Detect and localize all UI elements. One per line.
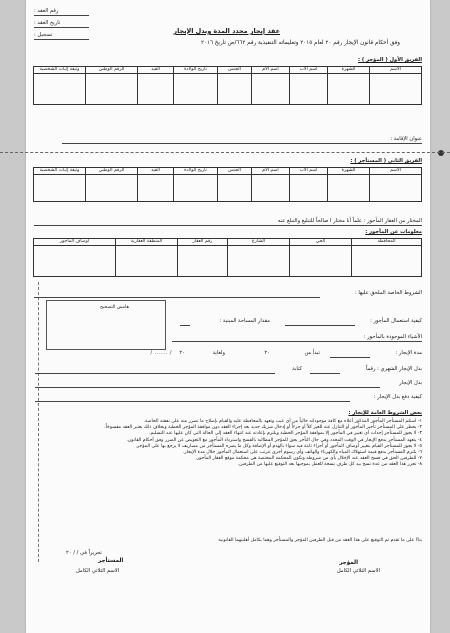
party2-col-registry: القيد	[138, 168, 174, 175]
general-terms-title: بعض الشروط العامة للإيجار :	[348, 410, 422, 416]
party2-cell[interactable]	[138, 175, 174, 202]
correction-margin-label: هامش التصحيح	[100, 305, 129, 310]
property-info-title: معلومات عن المأجور :	[365, 229, 422, 235]
party1-col-gender: الجنس	[218, 67, 252, 74]
usage-line	[285, 325, 355, 326]
party2-col-national-id: الرقم الوطني	[86, 168, 138, 175]
property-col-governorate: المحافظة	[352, 239, 422, 246]
page-title: عقد إيجار محدد المدة وبدل الإيجار	[173, 27, 280, 35]
general-terms-list	[34, 419, 422, 469]
party2-cell[interactable]	[86, 175, 138, 202]
party1-col-registry: القيد	[138, 67, 174, 74]
lessee-signature-label: المستأجر	[98, 558, 124, 564]
general-term-item: ٥- لا يجوز للمستأجر القيام بتغيير أوصاف المأجور أو أجزاء ثابتة فيه سواء بالهدم أو الإضافة وكل ما يضره المستأجر من مصاريف لا يرجع بها على المؤجر.	[135, 443, 422, 449]
party2-col-mother: اسم الأم	[252, 168, 290, 175]
attached-terms-label: الشروط الخاصة الملحق عليها :	[354, 290, 422, 296]
general-term-item: ٤- يتعهد المستأجر بدفع الإيجار في الوقت المحدد وفي حال التأخر يحق للمؤجر المطالبة بالفسخ واسترداد المأجور مع التعويض عن الضرر وفق أحكام القانون.	[126, 437, 422, 443]
party1-col-name: الاسم	[370, 67, 422, 74]
party1-address-label: عنوان الإقامة :	[390, 136, 422, 142]
party2-col-gender: الجنس	[218, 168, 252, 175]
correction-margin-box	[46, 300, 166, 350]
closing-statement: بناءً على ما تقدم تم التوقيع على هذا العقد من قبل الطرفين المؤجر والمستأجر وهما بكامل أهليتهما القانونية	[218, 538, 422, 543]
property-cell[interactable]	[352, 246, 422, 277]
total-rent-label: بدل الإيجار	[399, 380, 422, 386]
general-term-item: ٦- يلتزم المستأجر بدفع قيمة استهلاك المياه والكهرباء والهاتف وأي رسوم أخرى تترتب على استعمال المأجور خلال مدة الإيجار.	[182, 450, 422, 456]
general-term-item: ٧- للطرفين الحق في فسخ العقد عند الإخلال بأي من شروطه وتكون المحكمة المختصة هي محكمة موقع العقار المأجور.	[195, 456, 422, 462]
property-col-property-number: رقم العقار	[178, 239, 228, 246]
party2-col-name: الاسم	[370, 168, 422, 175]
duration-year-from: ٢٠	[264, 350, 270, 356]
party2-title: الفريق الثاني ( المستأجر ) :	[350, 158, 422, 164]
party1-cell[interactable]	[86, 74, 138, 105]
party2-col-birthdate: تاريخ الولادة	[174, 168, 218, 175]
duration-line	[330, 357, 370, 358]
payment-method-label: كيفية دفع بدل الإيجار :	[373, 394, 422, 400]
party1-col-birthdate: تاريخ الولادة	[174, 67, 218, 74]
contract-date-label: تاريخ العقد :	[34, 20, 61, 26]
duration-to-dots: / ...... /	[150, 350, 172, 356]
party2-col-surname: الشهرة	[328, 168, 370, 175]
party1-col-father: اسم الأب	[290, 67, 328, 74]
property-table	[33, 238, 422, 277]
page-subtitle: وفق أحكام قانون الإيجار رقم ٢٠ لعام ٢٠١٥ وتعليماته التنفيذية رقم ٦٦٢/ص تاريخ ٢٠١٦	[201, 40, 400, 46]
punch-hole-top	[438, 150, 444, 156]
party2-cell[interactable]	[34, 175, 86, 202]
attached-terms-line	[34, 297, 320, 298]
party2-domicile-label: المختار من العقار المأجور : علماً أنا مختار ا صالحاً للتبليغ والتبلغ عنه	[277, 218, 422, 224]
party1-col-id-document: وثيقة إثبات الشخصية	[34, 67, 86, 74]
rent-in-words-line	[35, 373, 275, 374]
party2-cell[interactable]	[290, 175, 328, 202]
monthly-rent-line	[310, 373, 340, 374]
duration-to-label: ولغاية	[212, 350, 225, 356]
area-line	[180, 325, 190, 326]
property-col-description: أوصاف المأجور	[34, 239, 116, 246]
party1-cell[interactable]	[138, 74, 174, 105]
contract-registration-line	[34, 39, 89, 40]
party1-col-national-id: الرقم الوطني	[86, 67, 138, 74]
usage-label: كيفية استعمال المأجور :	[370, 318, 422, 324]
monthly-rent-label: بدل الإيجار الشهري : رقماً	[365, 366, 422, 372]
area-label: مقدار المساحة المبنية :	[219, 318, 270, 324]
duration-from-label: تبدأ من	[304, 350, 320, 356]
party2-cell[interactable]	[252, 175, 290, 202]
furniture-label: الأشياء الموجودة بالمأجور :	[363, 334, 422, 340]
property-col-district: الحي	[290, 239, 352, 246]
contract-date-line	[34, 27, 89, 28]
property-cell[interactable]	[290, 246, 352, 277]
contract-number-label: رقم العقد :	[34, 8, 59, 14]
lessor-signature-label: المؤجر	[339, 560, 358, 566]
general-term-item: ١- استلم المستأجر المأجور المذكور أعلاه مع كافة موجوداته خالياً من أي عيب وتعهد بالمحافظة عليه والقيام بإصلاح ما تضرر منه على نفقته الخاصة.	[143, 419, 422, 424]
party2-domicile-line	[34, 225, 422, 226]
general-term-item: ٢- يحظر على المستأجر تأجير المأجور أو التنازل عنه للغير كلاً أو جزءاً أو إدخال شريك جديد بعد إجراء العقد دون موافقة المؤجر الخطية وبخلاف ذلك يعتبر العقد مفسوخاً.	[104, 425, 422, 431]
party1-title: الفريق الأول ( المؤجر ) :	[358, 57, 422, 63]
party1-cell[interactable]	[174, 74, 218, 105]
duration-year-to: ٢٠	[179, 350, 185, 356]
party1-cell[interactable]	[370, 74, 422, 105]
party1-cell[interactable]	[290, 74, 328, 105]
contract-number-line	[34, 15, 89, 16]
general-term-item: ٨- تحرر هذا العقد من عدة نسخ بيد كل طرف نسخة للعمل بموجبها بعد التوقيع عليها من الطرفين.	[237, 462, 422, 468]
contract-page	[26, 0, 430, 633]
party1-cell[interactable]	[328, 74, 370, 105]
party1-cell[interactable]	[34, 74, 86, 105]
lessee-full-name-label: الاسم الثلاثي الكامل	[76, 568, 120, 574]
party1-col-surname: الشهرة	[328, 67, 370, 74]
party1-table	[33, 66, 422, 105]
party2-col-id-document: وثيقة إثبات الشخصية	[34, 168, 86, 175]
party2-cell[interactable]	[328, 175, 370, 202]
party2-cell[interactable]	[174, 175, 218, 202]
page-fold-line	[0, 152, 450, 153]
total-rent-line	[35, 387, 380, 388]
property-cell[interactable]	[34, 246, 116, 277]
lessor-full-name-label: الاسم الثلاثي الكامل	[336, 568, 380, 574]
party2-col-father: اسم الأب	[290, 168, 328, 175]
party1-cell[interactable]	[252, 74, 290, 105]
party1-address-line	[62, 143, 422, 144]
general-term-item: ٣- لا يجوز للمستأجر إحداث أي تغيير في المأجور إلا بموافقة المؤجر الخطية ويلتزم بإعادته عند انتهاء العقد إلى الحالة التي كان عليها عند التسليم.	[149, 431, 422, 437]
property-cell[interactable]	[178, 246, 228, 277]
property-cell[interactable]	[228, 246, 290, 277]
property-cell[interactable]	[116, 246, 178, 277]
party1-cell[interactable]	[218, 74, 252, 105]
property-col-real-estate-zone: المنطقة العقارية	[116, 239, 178, 246]
contract-registration-label: تسجيل :	[34, 32, 53, 38]
rent-in-words-label: كتابة	[292, 366, 302, 372]
party2-cell[interactable]	[218, 175, 252, 202]
furniture-line	[172, 341, 422, 342]
closing-date: تحريراً في / / ٢٠	[66, 550, 102, 556]
party1-col-mother: اسم الأم	[252, 67, 290, 74]
payment-method-line	[35, 401, 350, 402]
duration-label: مدة الإيجار :	[395, 350, 422, 356]
party2-table	[33, 167, 422, 202]
party2-cell[interactable]	[370, 175, 422, 202]
property-col-street: الشارع	[228, 239, 290, 246]
